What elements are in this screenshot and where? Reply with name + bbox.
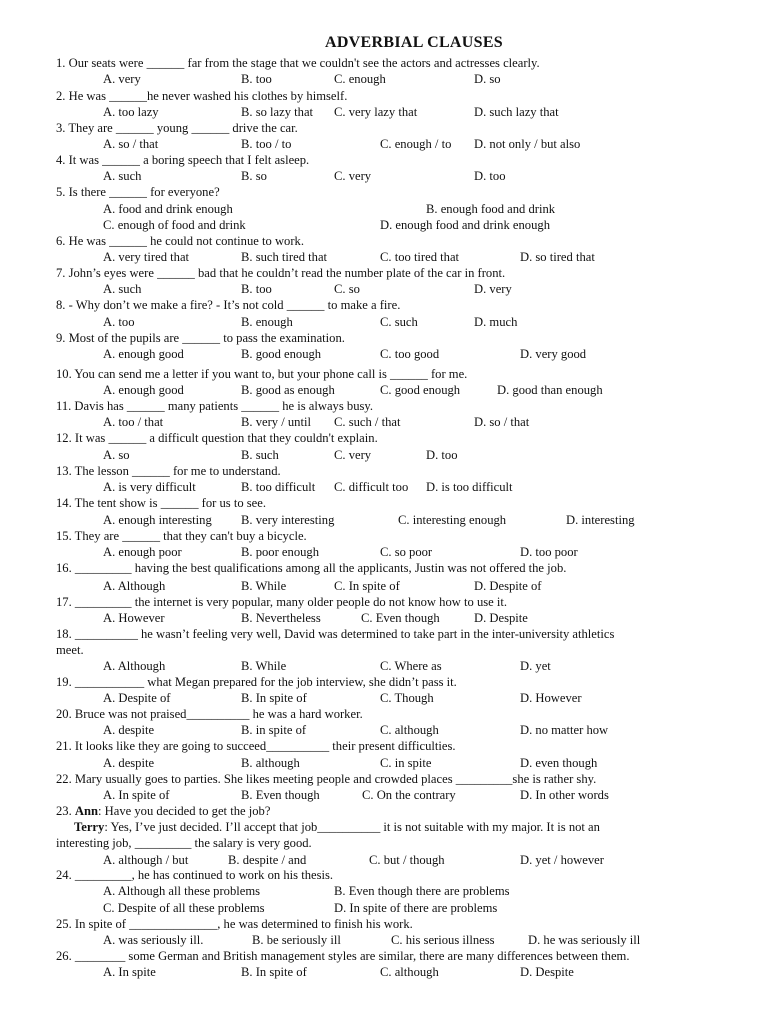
- question-25: 25. In spite of ______________, he was determined to finish his work.: [56, 917, 413, 931]
- option-15a: A. enough poor: [103, 545, 182, 559]
- ann-line: : Have you decided to get the job?: [98, 804, 271, 818]
- option-5c: C. enough of food and drink: [103, 218, 246, 232]
- question-23-number: 23.: [56, 804, 75, 818]
- option-4c: C. very: [334, 169, 372, 183]
- option-22a: A. In spite of: [103, 788, 170, 802]
- terry-line: [74, 819, 600, 835]
- question-21: 21. It looks like they are going to succeed__________ their present difficulties.: [56, 739, 456, 753]
- option-6a: A. very tired that: [103, 250, 190, 264]
- option-6c: C. too tired that: [380, 250, 460, 264]
- option-4a: A. such: [103, 169, 142, 183]
- option-22b: B. Even though: [241, 788, 320, 802]
- option-12c: C. very: [334, 448, 372, 462]
- question-19: 19. ___________ what Megan prepared for the job interview, she didn’t pass it.: [56, 675, 457, 689]
- option-1b: B. too: [241, 72, 272, 86]
- question-11: 11. Davis has ______ many patients ______ he is always busy.: [56, 399, 374, 413]
- terry-text: : Yes, I’ve just decided. I’ll accept that job__________ it is not suitable with my major. It is not an: [104, 820, 600, 834]
- option-16d: D. Despite of: [474, 579, 542, 593]
- option-14c: C. interesting enough: [398, 513, 507, 527]
- option-11c: C. such / that: [334, 415, 401, 429]
- option-5d: D. enough food and drink enough: [380, 218, 550, 232]
- option-9c: C. too good: [380, 347, 440, 361]
- option-3b: B. too / to: [241, 137, 292, 151]
- question-1: 1. Our seats were ______ far from the stage that we couldn't see the actors and actresses clearly.: [56, 56, 540, 70]
- option-3c: C. enough / to: [380, 137, 452, 151]
- question-13: 13. The lesson ______ for me to understand.: [56, 464, 281, 478]
- option-9b: B. good enough: [241, 347, 322, 361]
- option-1c: C. enough: [334, 72, 386, 86]
- question-2: 2. He was ______he never washed his clothes by himself.: [56, 89, 348, 103]
- question-18-cont: meet.: [56, 643, 84, 657]
- option-2a: A. too lazy: [103, 105, 159, 119]
- option-21b: B. although: [241, 756, 300, 770]
- option-14d: D. interesting: [566, 513, 635, 527]
- option-3d: D. not only / but also: [474, 137, 581, 151]
- option-6b: B. such tired that: [241, 250, 328, 264]
- speaker-ann: Ann: [74, 804, 98, 818]
- question-14: 14. The tent show is ______ for us to see.: [56, 496, 266, 510]
- option-9a: A. enough good: [103, 347, 184, 361]
- option-25c: C. his serious illness: [391, 933, 495, 947]
- option-21d: D. even though: [520, 756, 598, 770]
- option-11a: A. too / that: [103, 415, 164, 429]
- option-20a: A. despite: [103, 723, 155, 737]
- option-18b: B. While: [241, 659, 287, 673]
- question-6: 6. He was ______ he could not continue to work.: [56, 234, 304, 248]
- option-20b: B. in spite of: [241, 723, 307, 737]
- option-9d: D. very good: [520, 347, 587, 361]
- option-10c: C. good enough: [380, 383, 461, 397]
- question-7: 7. John’s eyes were ______ bad that he couldn’t read the number plate of the car in front.: [56, 266, 506, 280]
- option-24d: D. In spite of there are problems: [334, 901, 498, 915]
- option-17b: B. Nevertheless: [241, 611, 321, 625]
- option-7c: C. so: [334, 282, 360, 296]
- option-15d: D. too poor: [520, 545, 578, 559]
- option-2c: C. very lazy that: [334, 105, 418, 119]
- option-13b: B. too difficult: [241, 480, 316, 494]
- question-10: 10. You can send me a letter if you want to, but your phone call is ______ for me.: [56, 367, 468, 381]
- option-3a: A. so / that: [103, 137, 159, 151]
- option-17d: D. Despite: [474, 611, 528, 625]
- question-22: 22. Mary usually goes to parties. She likes meeting people and crowded places _________she is rather shy.: [56, 772, 597, 786]
- option-17c: C. Even though: [361, 611, 440, 625]
- option-26c: C. although: [380, 965, 439, 979]
- option-10d: D. good than enough: [497, 383, 603, 397]
- option-7d: D. very: [474, 282, 512, 296]
- question-24: 24. _________, he has continued to work on his thesis.: [56, 868, 334, 882]
- option-19b: B. In spite of: [241, 691, 307, 705]
- option-10a: A. enough good: [103, 383, 184, 397]
- option-23a: A. although / but: [103, 853, 189, 867]
- option-23b: B. despite / and: [228, 853, 307, 867]
- speaker-terry: Terry: [74, 820, 105, 834]
- option-11d: D. so / that: [474, 415, 530, 429]
- option-15c: C. so poor: [380, 545, 433, 559]
- option-26d: D. Despite: [520, 965, 574, 979]
- option-24b: B. Even though there are problems: [334, 884, 510, 898]
- page-title: ADVERBIAL CLAUSES: [324, 34, 504, 51]
- question-18: 18. __________ he wasn’t feeling very well, David was determined to take part in the inter-university athletics: [56, 627, 615, 641]
- option-2d: D. such lazy that: [474, 105, 559, 119]
- option-14b: B. very interesting: [241, 513, 335, 527]
- option-24c: C. Despite of all these problems: [103, 901, 265, 915]
- option-18a: A. Although: [103, 659, 166, 673]
- question-4: 4. It was ______ a boring speech that I felt asleep.: [56, 153, 310, 167]
- option-15b: B. poor enough: [241, 545, 320, 559]
- option-24a: A. Although all these problems: [103, 884, 261, 898]
- option-19d: D. However: [520, 691, 582, 705]
- option-16a: A. Although: [103, 579, 166, 593]
- option-8d: D. much: [474, 315, 518, 329]
- option-20d: D. no matter how: [520, 723, 609, 737]
- option-5a: A. food and drink enough: [103, 202, 233, 216]
- option-6d: D. so tired that: [520, 250, 595, 264]
- question-20: 20. Bruce was not praised__________ he was a hard worker.: [56, 707, 363, 721]
- option-13a: A. is very difficult: [103, 480, 196, 494]
- option-23d: D. yet / however: [520, 853, 604, 867]
- question-23: [56, 803, 270, 819]
- question-17: 17. _________ the internet is very popular, many older people do not know how to use it.: [56, 595, 508, 609]
- option-19c: C. Though: [380, 691, 434, 705]
- option-18d: D. yet: [520, 659, 551, 673]
- option-1a: A. very: [103, 72, 141, 86]
- question-16: 16. _________ having the best qualifications among all the applicants, Justin was not offered the job.: [56, 561, 567, 575]
- option-7a: A. such: [103, 282, 142, 296]
- option-8b: B. enough: [241, 315, 293, 329]
- option-11b: B. very / until: [241, 415, 311, 429]
- option-25d: D. he was seriously ill: [528, 933, 641, 947]
- option-19a: A. Despite of: [103, 691, 171, 705]
- question-15: 15. They are ______ that they can't buy a bicycle.: [56, 529, 307, 543]
- option-26a: A. In spite: [103, 965, 156, 979]
- option-1d: D. so: [474, 72, 501, 86]
- question-5: 5. Is there ______ for everyone?: [56, 185, 220, 199]
- option-22d: D. In other words: [520, 788, 609, 802]
- option-4b: B. so: [241, 169, 267, 183]
- option-8a: A. too: [103, 315, 135, 329]
- option-7b: B. too: [241, 282, 272, 296]
- option-13d: D. is too difficult: [426, 480, 513, 494]
- option-21c: C. in spite: [380, 756, 432, 770]
- option-26b: B. In spite of: [241, 965, 307, 979]
- option-2b: B. so lazy that: [241, 105, 314, 119]
- question-3: 3. They are ______ young ______ drive the car.: [56, 121, 298, 135]
- question-8: 8. - Why don’t we make a fire? - It’s not cold ______ to make a fire.: [56, 298, 401, 312]
- question-23-cont: interesting job, _________ the salary is very good.: [56, 836, 312, 850]
- option-4d: D. too: [474, 169, 506, 183]
- option-25b: B. be seriously ill: [252, 933, 341, 947]
- option-20c: C. although: [380, 723, 439, 737]
- question-9: 9. Most of the pupils are ______ to pass the examination.: [56, 331, 345, 345]
- option-8c: C. such: [380, 315, 418, 329]
- option-22c: C. On the contrary: [362, 788, 456, 802]
- option-13c: C. difficult too: [334, 480, 409, 494]
- question-26: 26. ________ some German and British management styles are similar, there are many differences between them.: [56, 949, 630, 963]
- option-21a: A. despite: [103, 756, 155, 770]
- option-12d: D. too: [426, 448, 458, 462]
- option-10b: B. good as enough: [241, 383, 335, 397]
- option-16b: B. While: [241, 579, 287, 593]
- option-17a: A. However: [103, 611, 165, 625]
- option-12a: A. so: [103, 448, 130, 462]
- option-16c: C. In spite of: [334, 579, 400, 593]
- option-14a: A. enough interesting: [103, 513, 212, 527]
- option-23c: C. but / though: [369, 853, 445, 867]
- option-18c: C. Where as: [380, 659, 442, 673]
- option-25a: A. was seriously ill.: [103, 933, 204, 947]
- option-12b: B. such: [241, 448, 279, 462]
- option-5b: B. enough food and drink: [426, 202, 556, 216]
- question-12: 12. It was ______ a difficult question that they couldn't explain.: [56, 431, 378, 445]
